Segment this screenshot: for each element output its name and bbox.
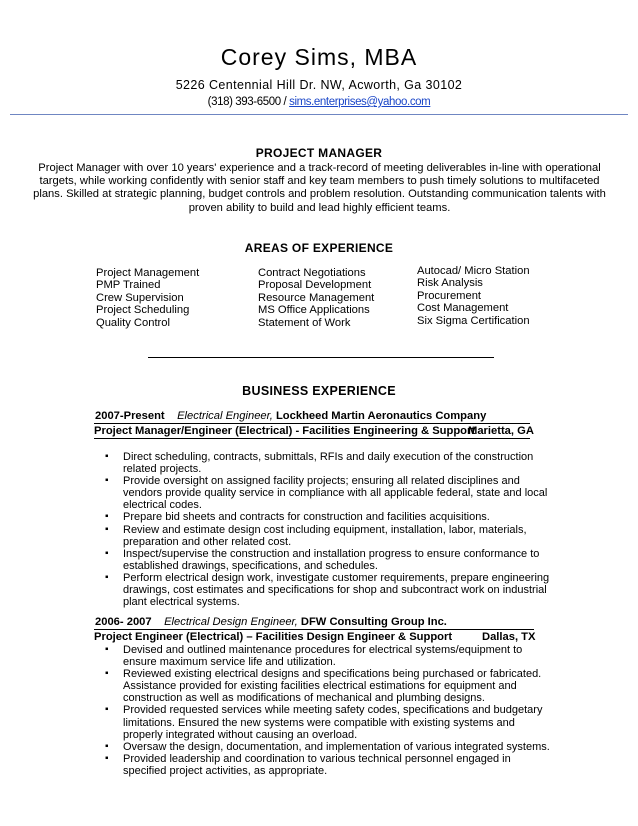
objective-title: PROJECT MANAGER: [255, 146, 383, 160]
section-divider: [148, 357, 494, 358]
candidate-name: Corey Sims, MBA: [220, 44, 418, 70]
list-item: ▪ Provide oversight on assigned facility projects; ensuring all related disciplines and vendors provide quality service in compliance with all applicable federal, state and local electrical codes.: [103, 475, 550, 511]
area-item: Crew Supervision: [96, 291, 184, 304]
list-item: ▪ Reviewed existing electrical designs and specifications being purchased or fabricated. Assistance provided for existing facilities electrical estimations for equipment and construction as well as modifications of mechanical and plumbing designs.: [103, 668, 550, 704]
area-item: Cost Management: [417, 302, 509, 315]
area-item: Quality Control: [96, 316, 170, 329]
job-1-rule: [94, 423, 530, 424]
list-item: ▪ Direct scheduling, contracts, submittals, RFIs and daily execution of the construction related projects.: [103, 451, 550, 475]
job-1-bullets: [103, 451, 550, 608]
areas-column-2: [258, 267, 374, 329]
list-item: ▪ Provided leadership and coordination to various technical personnel engaged in specified project activities, as appropriate.: [103, 753, 550, 777]
job-2-bullets: [103, 644, 550, 777]
job-2-header: [95, 616, 447, 628]
area-item: Resource Management: [258, 291, 375, 304]
area-item: Procurement: [417, 289, 482, 302]
address: 5226 Centennial Hill Dr. NW, Acworth, Ga 30102: [175, 78, 463, 92]
area-item: PMP Trained: [96, 279, 161, 292]
area-item: Statement of Work: [258, 316, 351, 329]
area-item: Autocad/ Micro Station: [417, 265, 530, 277]
list-item: ▪ Perform electrical design work, investigate customer requirements, prepare engineering drawings, cost estimates and specifications for shop and subcontract work on industrial plant electrical systems.: [103, 572, 550, 608]
job-2-location: Dallas, TX: [482, 631, 536, 643]
areas-title: AREAS OF EXPERIENCE: [244, 241, 394, 255]
job-role: Electrical Engineer,: [177, 410, 273, 422]
job-1-header: [95, 410, 486, 422]
job-2-title: Project Engineer (Electrical) – Facilities Design Engineer & Support: [94, 631, 453, 643]
area-item: Proposal Development: [258, 279, 372, 292]
areas-column-1: [96, 267, 199, 329]
area-item: Project Scheduling: [96, 304, 190, 317]
area-item: MS Office Applications: [258, 304, 370, 317]
job-company: Lockheed Martin Aeronautics Company: [275, 410, 487, 422]
area-item: Six Sigma Certification: [417, 314, 530, 327]
job-dates: 2007-Present: [95, 410, 165, 422]
header-divider: [10, 114, 628, 115]
area-item: Risk Analysis: [417, 277, 483, 290]
phone: (318) 393-6500 /: [207, 96, 290, 108]
job-2-rule: [94, 629, 534, 630]
job-1-title: Project Manager/Engineer (Electrical) - Facilities Engineering & Support: [94, 425, 476, 437]
job-company: DFW Consulting Group Inc.: [300, 616, 447, 628]
experience-title: BUSINESS EXPERIENCE: [242, 384, 396, 398]
job-1-rule-bottom: [94, 438, 530, 439]
email-link[interactable]: sims.enterprises@yahoo.com: [289, 96, 431, 108]
list-item: ▪ Oversaw the design, documentation, and implementation of various integrated systems.: [103, 741, 550, 753]
area-item: Project Management: [96, 267, 200, 279]
job-dates: 2006- 2007: [95, 616, 152, 628]
job-1-location: Marietta, GA: [468, 425, 534, 437]
list-item: ▪ Prepare bid sheets and contracts for construction and facilities acquisitions.: [103, 511, 550, 523]
list-item: ▪ Devised and outlined maintenance procedures for electrical systems/equipment to ensure maximum service life and utilization.: [103, 644, 550, 668]
contact-line: [0, 96, 638, 108]
job-role: Electrical Design Engineer,: [164, 616, 298, 628]
summary-paragraph: Project Manager with over 10 years' experience and a track-record of meeting deliverables in-line with operational targets, while working confidently with senior staff and key team members to push timely solutions to multifaceted plans. Skilled at strategic planning, budget controls and problem resolution. Outstanding communication talents with proven ability to build and lead highly efficient teams.: [33, 162, 606, 214]
areas-column-3: [417, 265, 530, 327]
list-item: ▪ Review and estimate design cost including equipment, installation, labor, materials, preparation and other related cost.: [103, 524, 550, 548]
list-item: ▪ Inspect/supervise the construction and installation progress to ensure conformance to established drawings, specifications, and schedules.: [103, 548, 550, 572]
area-item: Contract Negotiations: [258, 267, 366, 279]
list-item: ▪ Provided requested services while meeting safety codes, specifications and budgetary limitations. Ensured the new systems were compatible with existing systems and properly integrated without causing an overload.: [103, 704, 550, 740]
